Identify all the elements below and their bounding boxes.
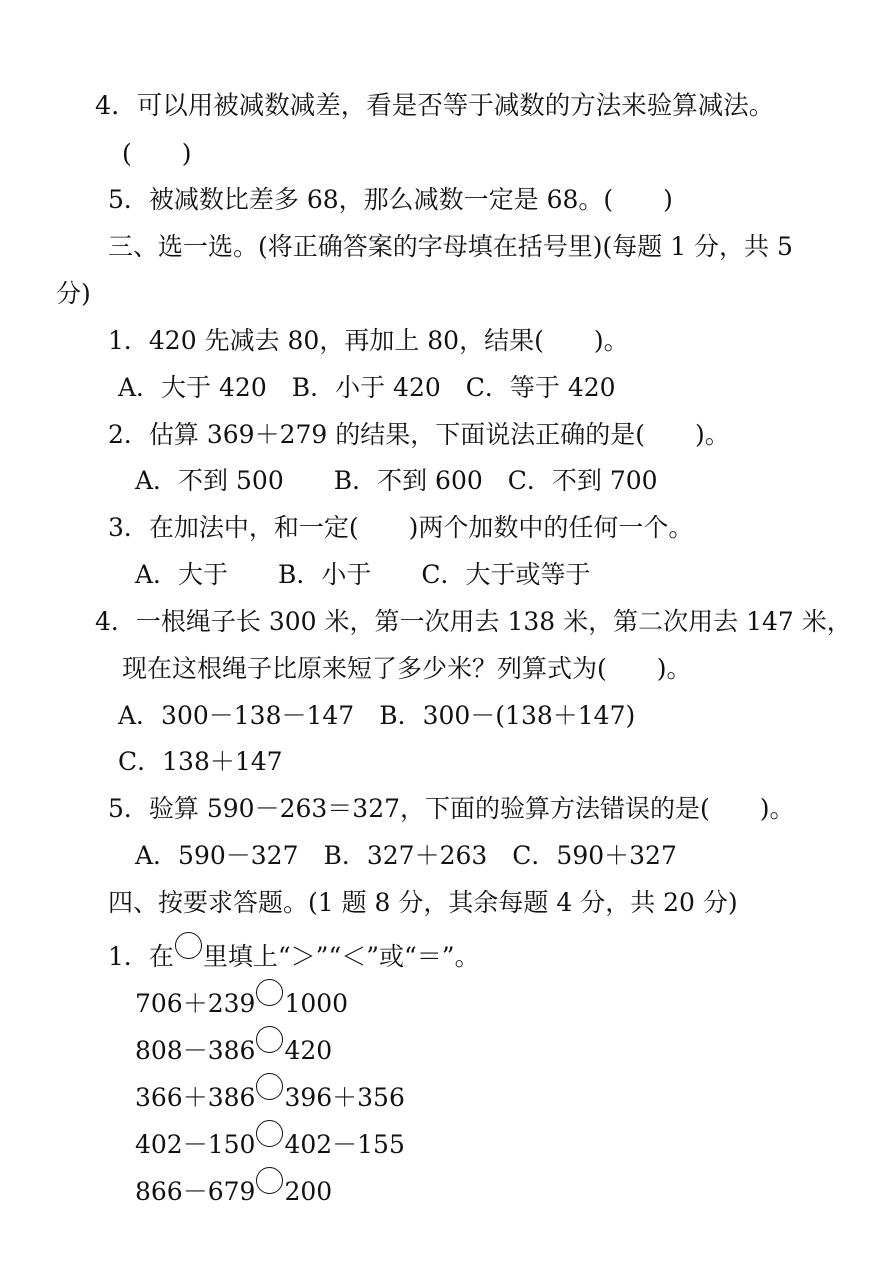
s3-question-3-stem: 3．在加法中，和一定( )两个加数中的任何一个。 <box>108 513 694 542</box>
s3-question-3-options: A．大于 B．小于 C．大于或等于 <box>135 560 591 589</box>
s3-question-5-options: A．590－327 B．327＋263 C．590＋327 <box>135 841 677 870</box>
s3-question-4-stem-cont: 现在这根绳子比原来短了多少米？列算式为( )。 <box>122 654 692 683</box>
section-3-heading: 三、选一选。(将正确答案的字母填在括号里)(每题 1 分，共 5 <box>108 232 793 261</box>
answer-circle[interactable] <box>256 1167 283 1194</box>
answer-circle[interactable] <box>256 1026 283 1053</box>
expression-left: 706＋239 <box>135 989 256 1018</box>
expression-left: 808－386 <box>135 1036 256 1065</box>
s3-question-2-options: A．不到 500 B．不到 600 C．不到 700 <box>135 466 658 495</box>
section-4-heading: 四、按要求答题。(1 题 8 分，其余每题 4 分，共 20 分) <box>108 888 738 917</box>
comparison-row <box>135 979 349 1018</box>
s3-question-2-stem: 2．估算 369＋279 的结果，下面说法正确的是( )。 <box>108 420 730 449</box>
answer-circle[interactable] <box>256 979 283 1006</box>
answer-circle[interactable] <box>256 1120 283 1147</box>
s3-question-1-stem: 1．420 先减去 80，再加上 80，结果( )。 <box>108 326 629 355</box>
s3-question-1-options: A．大于 420 B．小于 420 C．等于 420 <box>118 373 616 402</box>
comparison-row <box>135 1073 405 1112</box>
answer-circle[interactable] <box>256 1073 283 1100</box>
expression-left: 366＋386 <box>135 1083 256 1112</box>
circle-icon <box>175 932 202 959</box>
expression-right: 402－155 <box>284 1130 405 1159</box>
s3-question-5-stem: 5．验算 590－263＝327，下面的验算方法错误的是( )。 <box>108 794 795 823</box>
question-5-text: 5．被减数比差多 68，那么减数一定是 68。( ) <box>108 185 673 214</box>
comparison-row <box>135 1120 405 1159</box>
s3-question-4-stem: 4．一根绳子长 300 米，第一次用去 138 米，第二次用去 147 米， <box>95 607 852 636</box>
expression-right: 396＋356 <box>284 1083 405 1112</box>
s4-question-1-instruction <box>108 932 480 971</box>
comparison-row <box>135 1026 333 1065</box>
expression-left: 866－679 <box>135 1177 256 1206</box>
s3-question-4-options-cont: C．138＋147 <box>118 747 283 776</box>
comparison-row <box>135 1167 333 1206</box>
s3-question-4-options: A．300－138－147 B．300－(138＋147) <box>118 701 636 730</box>
expression-left: 402－150 <box>135 1130 256 1159</box>
section-3-heading-cont: 分) <box>56 279 91 308</box>
expression-right: 420 <box>284 1036 333 1065</box>
instruction-prefix: 1．在 <box>108 942 174 971</box>
answer-paren: ( ) <box>122 139 192 168</box>
question-4-text: 4．可以用被减数减差，看是否等于减数的方法来验算减法。 <box>95 91 775 121</box>
expression-right: 200 <box>284 1177 333 1206</box>
instruction-suffix: 里填上“＞”“＜”或“＝”。 <box>202 942 480 971</box>
expression-right: 1000 <box>284 989 349 1018</box>
